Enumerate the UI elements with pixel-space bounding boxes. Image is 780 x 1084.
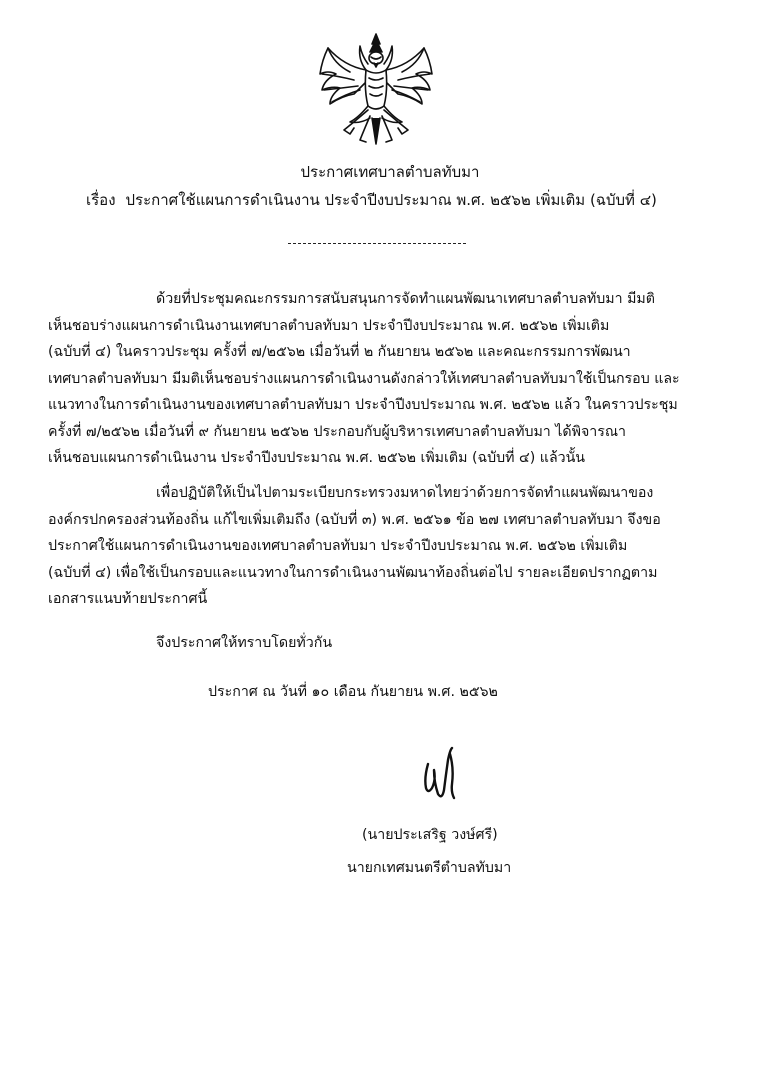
paragraph-line: เทศบาลตำบลทับมา มีมติเห็นชอบร่างแผนการดำเนินงานดังกล่าวให้เทศบาลตำบลทับมาใช้เป็นกรอบ และ	[48, 370, 680, 387]
paragraph-line: เห็นชอบร่างแผนการดำเนินงานเทศบาลตำบลทับมา ประจำปีงบประมาณ พ.ศ. ๒๕๖๒ เพิ่มเติม	[48, 317, 610, 334]
subject-text: ประกาศใช้แผนการดำเนินงาน ประจำปีงบประมาณ พ.ศ. ๒๕๖๒ เพิ่มเติม (ฉบับที่ ๔)	[125, 191, 657, 209]
paragraph-line: แนวทางในการดำเนินงานของเทศบาลตำบลทับมา ประจำปีงบประมาณ พ.ศ. ๒๕๖๒ แล้ว ในคราวประชุม	[48, 397, 678, 413]
signer-name: (นายประเสริฐ วงษ์ศรี)	[362, 827, 498, 843]
paragraph-line: เห็นชอบแผนการดำเนินงาน ประจำปีงบประมาณ พ.ศ. ๒๕๖๒ เพิ่มเติม (ฉบับที่ ๔) แล้วนั้น	[48, 450, 585, 466]
paragraph-line: เอกสารแนบท้ายประกาศนี้	[48, 591, 208, 607]
signer-title: นายกเทศมนตรีตำบลทับมา	[347, 860, 512, 876]
announcement-date: ประกาศ ณ วันที่ ๑๐ เดือน กันยายน พ.ศ. ๒๕๖๒	[208, 684, 498, 700]
paragraph-line: ด้วยที่ประชุมคณะกรรมการสนับสนุนการจัดทำแผนพัฒนาเทศบาลตำบลทับมา มีมติ	[156, 291, 655, 307]
paragraph-line: ครั้งที่ ๗/๒๕๖๒ เมื่อวันที่ ๙ กันยายน ๒๕๖๒ ประกอบกับผู้บริหารเทศบาลตำบลทับมา ได้พิจารณา	[48, 423, 627, 440]
paragraph-line: (ฉบับที่ ๔) เพื่อใช้เป็นกรอบและแนวทางในการดำเนินงานพัฒนาท้องถิ่นต่อไป รายละเอียดปรากฏตาม	[48, 564, 658, 581]
closing-statement: จึงประกาศให้ทราบโดยทั่วกัน	[156, 635, 333, 651]
header-divider	[288, 243, 466, 244]
announcement-subject	[86, 190, 657, 210]
paragraph-2	[48, 480, 738, 613]
announcement-organization: ประกาศเทศบาลตำบลทับมา	[300, 163, 480, 181]
paragraph-1	[48, 286, 738, 472]
paragraph-line: (ฉบับที่ ๔) ในคราวประชุม ครั้งที่ ๗/๒๕๖๒ เมื่อวันที่ ๒ กันยายน ๒๕๖๒ และคณะกรรมการพัฒนา	[48, 344, 631, 360]
paragraph-line: เพื่อปฏิบัติให้เป็นไปตามระเบียบกระทรวงมหาดไทยว่าด้วยการจัดทำแผนพัฒนาของ	[156, 485, 654, 501]
subject-label: เรื่อง	[86, 191, 116, 209]
garuda-emblem-icon	[314, 30, 438, 148]
handwritten-signature-icon	[420, 744, 462, 802]
paragraph-line: องค์กรปกครองส่วนท้องถิ่น แก้ไขเพิ่มเติมถึง (ฉบับที่ ๓) พ.ศ. ๒๕๖๑ ข้อ ๒๗ เทศบาลตำบลทับมา จึงขอ	[48, 511, 661, 528]
paragraph-line: ประกาศใช้แผนการดำเนินงานของเทศบาลตำบลทับมา ประจำปีงบประมาณ พ.ศ. ๒๕๖๒ เพิ่มเติม	[48, 538, 628, 554]
